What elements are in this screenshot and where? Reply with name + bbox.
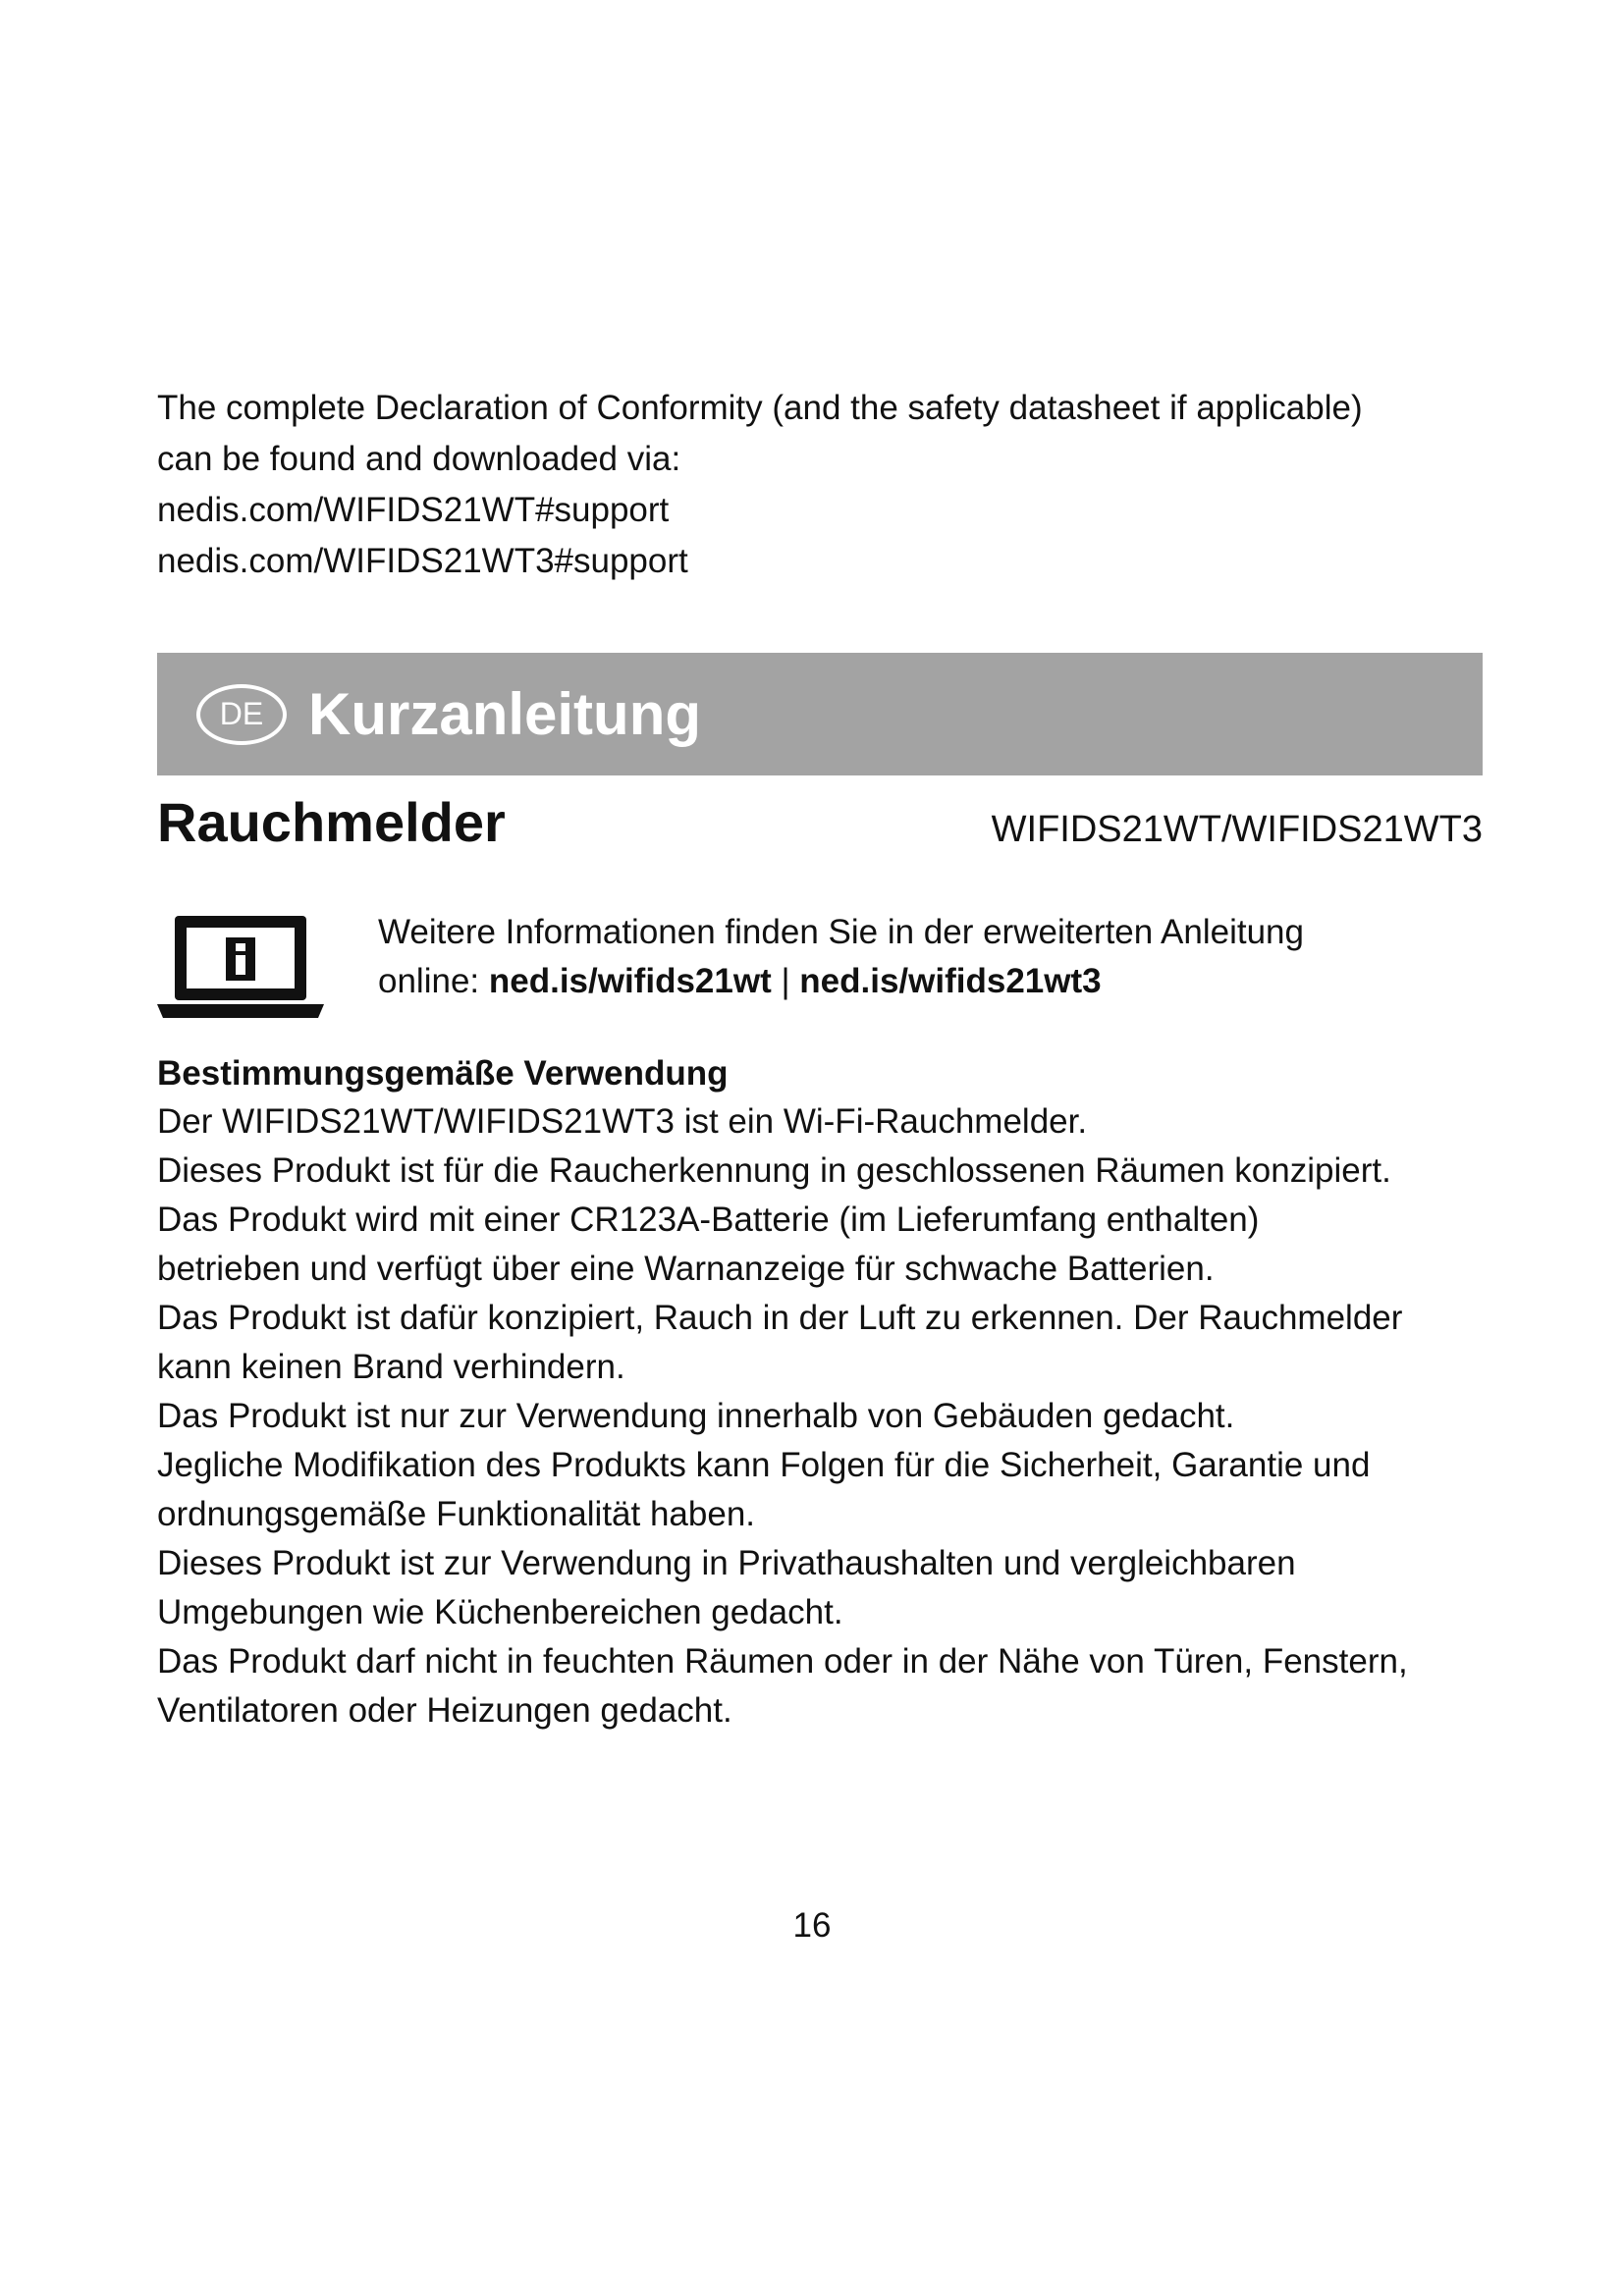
support-link[interactable]: nedis.com/WIFIDS21WT3#support [157,542,688,580]
info-text [378,908,1304,1026]
language-badge: DE [196,684,287,745]
manual-link-2[interactable]: ned.is/wifids21wt3 [799,962,1102,1000]
usage-line: Das Produkt darf nicht in feuchten Räumen oder in der Nähe von Türen, Fenstern, [157,1642,1408,1681]
laptop-info-icon [157,908,324,1026]
usage-line: Ventilatoren oder Heizungen gedacht. [157,1691,732,1730]
usage-line: Das Produkt wird mit einer CR123A-Batterie (im Lieferumfang enthalten) [157,1201,1260,1239]
info-line: Weitere Informationen finden Sie in der erweiterten Anleitung [378,913,1304,951]
info-block [157,908,1483,1026]
title-row [157,790,1483,854]
online-prefix: online: [378,962,489,1000]
usage-line: Dieses Produkt ist zur Verwendung in Privathaushalten und vergleichbaren [157,1544,1296,1582]
link-separator: | [771,962,800,1000]
usage-line: ordnungsgemäße Funktionalität haben. [157,1495,756,1533]
usage-line: Das Produkt ist nur zur Verwendung innerhalb von Gebäuden gedacht. [157,1397,1235,1435]
page-number: 16 [792,1906,832,1945]
support-link[interactable]: nedis.com/WIFIDS21WT#support [157,491,670,529]
conformity-line: The complete Declaration of Conformity (and the safety datasheet if applicable) [157,389,1363,427]
info-online-line [378,957,1304,1006]
intended-use-section [157,1050,1483,1735]
model-code: WIFIDS21WT/WIFIDS21WT3 [991,809,1483,850]
usage-line: kann keinen Brand verhindern. [157,1348,625,1386]
banner-title: Kurzanleitung [308,681,701,747]
conformity-section [157,383,1483,587]
intended-use-heading: Bestimmungsgemäße Verwendung [157,1054,729,1093]
section-banner [157,653,1483,775]
usage-line: Der WIFIDS21WT/WIFIDS21WT3 ist ein Wi-Fi-Rauchmelder. [157,1102,1088,1141]
product-title: Rauchmelder [157,791,506,853]
usage-line: Dieses Produkt ist für die Raucherkennung in geschlossenen Räumen konzipiert. [157,1151,1391,1190]
conformity-line: can be found and downloaded via: [157,440,681,478]
usage-line: betrieben und verfügt über eine Warnanzeige für schwache Batterien. [157,1250,1215,1288]
manual-link-1[interactable]: ned.is/wifids21wt [488,962,772,1000]
usage-line: Jegliche Modifikation des Produkts kann Folgen für die Sicherheit, Garantie und [157,1446,1371,1484]
usage-line: Das Produkt ist dafür konzipiert, Rauch in der Luft zu erkennen. Der Rauchmelder [157,1299,1403,1337]
usage-line: Umgebungen wie Küchenbereichen gedacht. [157,1593,843,1631]
